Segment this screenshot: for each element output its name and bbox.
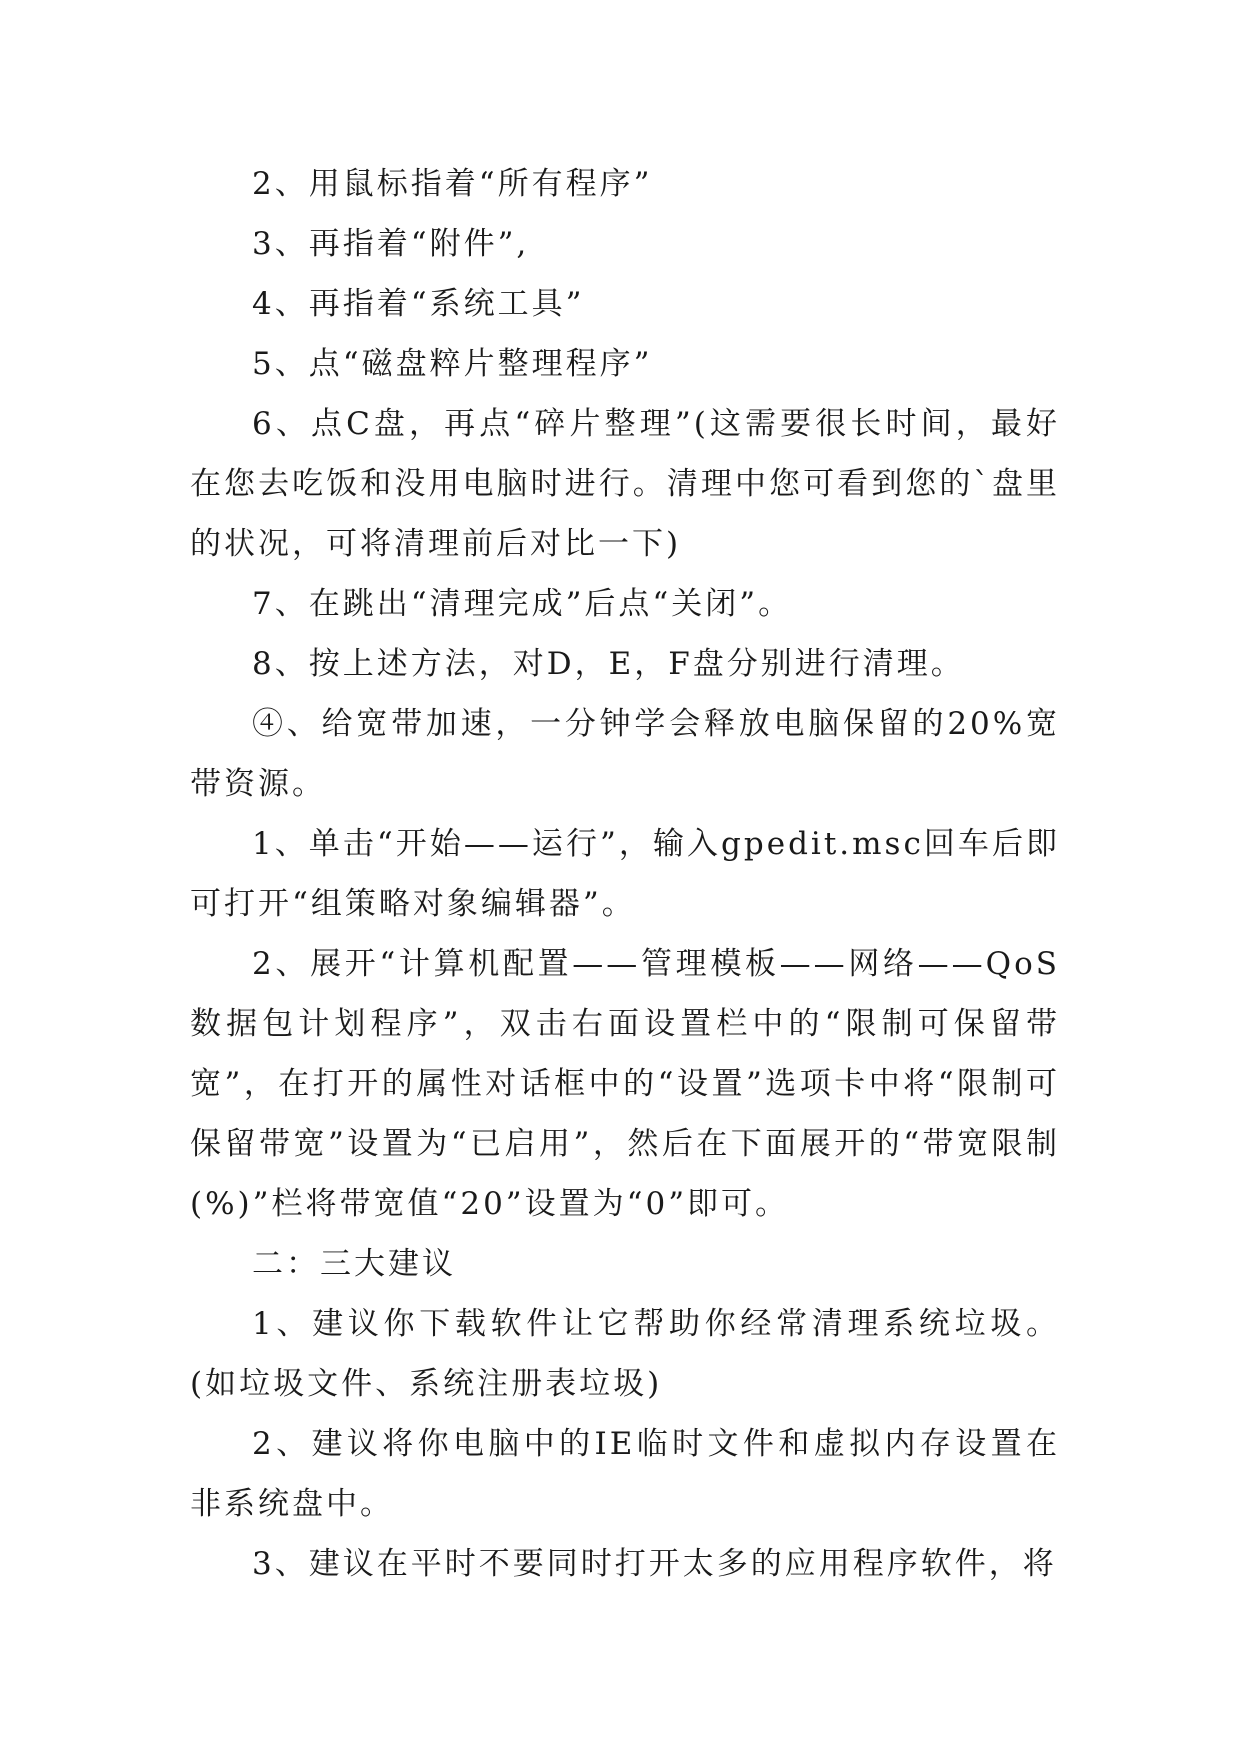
document-body: [190, 154, 1060, 1594]
step-point-all-programs: 2、用鼠标指着“所有程序”: [252, 166, 653, 202]
suggestion-move-temp-files: 2、建议将你电脑中的IE临时文件和虚拟内存设置在非系统盘中。: [190, 1426, 1060, 1522]
step-defragment-c-drive: 6、点C盘，再点“碎片整理”(这需要很长时间，最好在您去吃饭和没用电脑时进行。清理中您可看到您的`盘里的状况，可将清理前后对比一下): [190, 406, 1060, 562]
step-clean-other-drives: 8、按上述方法，对D，E，F盘分别进行清理。: [252, 646, 965, 682]
suggestion-limit-open-apps: 3、建议在平时不要同时打开太多的应用程序软件，将: [252, 1546, 1057, 1582]
step-open-group-policy: 1、单击“开始——运行”，输入gpedit.msc回车后即可打开“组策略对象编辑器”。: [190, 826, 1060, 922]
step-configure-qos: 2、展开“计算机配置——管理模板——网络——QoS数据包计划程序”，双击右面设置栏中的“限制可保留带宽”，在打开的属性对话框中的“设置”选项卡中将“限制可保留带宽”设置为“已启用”，然后在下面展开的“带宽限制(%)”栏将带宽值“20”设置为“0”即可。: [190, 946, 1060, 1222]
section-broadband-speedup: ④、给宽带加速，一分钟学会释放电脑保留的20%宽带资源。: [190, 706, 1060, 802]
step-click-disk-defragmenter: 5、点“磁盘粹片整理程序”: [252, 346, 653, 382]
suggestion-clean-junk: 1、建议你下载软件让它帮助你经常清理系统垃圾。(如垃圾文件、系统注册表垃圾): [190, 1306, 1060, 1402]
step-point-system-tools: 4、再指着“系统工具”: [252, 286, 585, 322]
step-point-accessories: 3、再指着“附件”,: [252, 226, 530, 262]
step-click-close: 7、在跳出“清理完成”后点“关闭”。: [252, 586, 793, 622]
section-heading-suggestions: 二：三大建议: [252, 1246, 456, 1282]
